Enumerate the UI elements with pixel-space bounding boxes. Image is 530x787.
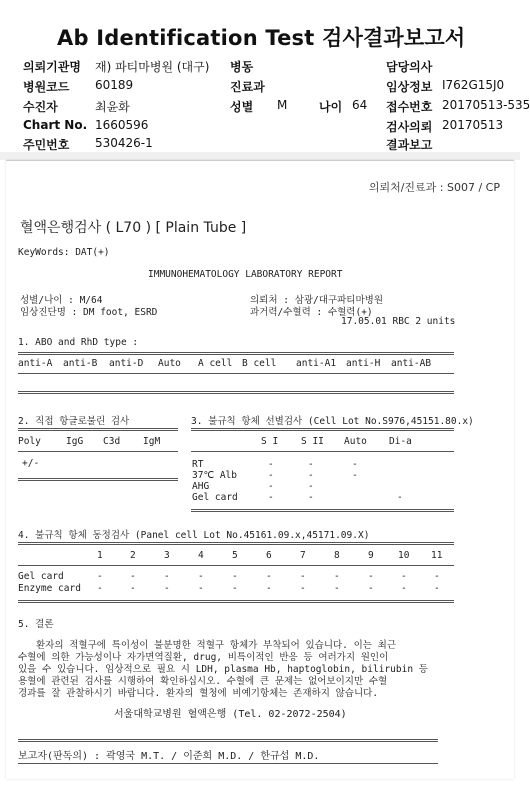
abo-col-anti-d: anti-D	[109, 358, 144, 369]
screen-cell: -	[268, 470, 274, 481]
panel-cell: -	[300, 583, 306, 594]
panel-cell: -	[164, 571, 170, 582]
patient-diagnosis: 임상진단명 : DM foot, ESRD	[20, 307, 158, 318]
section-5-title: 5. 결론	[18, 619, 54, 630]
panel-cell: -	[401, 571, 407, 582]
conclusion-line-1: 환자의 적혈구에 특이성이 불분명한 적혈구 항체가 부착되어 있습니다. 이는 최근	[36, 640, 397, 651]
panel-cell: -	[334, 571, 340, 582]
panel-cell: -	[434, 583, 440, 594]
label-chart-no: Chart No.	[23, 118, 88, 132]
screen-row-label: AHG	[192, 481, 210, 492]
value-clinical-info: I762G15J0	[442, 78, 505, 92]
screen-col-s1: S I	[261, 436, 279, 447]
value-patient-name: 최윤화	[95, 100, 130, 114]
label-requesting-institution: 의뢰기관명	[23, 60, 81, 74]
dept-line: 의뢰처/진료과 : S007 / CP	[368, 181, 500, 194]
reporter-line: 보고자(판독의) : 곽영국 M.T. / 이준희 M.D. / 한규섭 M.D.	[18, 751, 320, 762]
conclusion-line-4: 용혈에 관련된 검사를 시행하여 확인하십시오. 수혈에 큰 문제는 없어보이지만 수혈	[18, 676, 388, 687]
value-test-request-date: 20170513	[442, 118, 504, 132]
report-sheet	[6, 160, 514, 779]
screen-cell: -	[308, 459, 314, 470]
value-accession-number: 20170513-535	[442, 98, 530, 112]
panel-col-3: 3	[164, 550, 170, 561]
screen-cell: -	[352, 459, 358, 470]
panel-col-2: 2	[130, 550, 136, 561]
screen-cell: -	[268, 459, 274, 470]
panel-row-label: Gel card	[18, 571, 64, 582]
keywords: KeyWords: DAT(+)	[18, 247, 110, 258]
section-4-title: 4. 불규칙 항체 동정검사 (Panel cell Lot No.45161.09.x,45171.09.X)	[18, 530, 370, 541]
screen-col-auto: Auto	[344, 436, 367, 447]
value-chart-no: 1660596	[95, 118, 149, 132]
panel-cell: -	[434, 571, 440, 582]
value-hospital-code: 60189	[95, 78, 134, 92]
section-2-mid-rule	[18, 451, 178, 452]
panel-cell: -	[266, 571, 272, 582]
panel-col-1: 1	[97, 550, 103, 561]
section-1-bottom-rule	[18, 391, 454, 394]
section-3-bottom-rule	[191, 509, 454, 512]
dat-col-igm: IgM	[143, 436, 161, 447]
patient-transfusion-detail: 17.05.01 RBC 2 units	[341, 316, 456, 327]
panel-cell: -	[300, 571, 306, 582]
panel-col-8: 8	[334, 550, 340, 561]
section-1-top-rule	[18, 352, 454, 355]
abo-col-a-cell: A cell	[198, 358, 233, 369]
abo-col-anti-a1: anti-A1	[296, 358, 337, 369]
screen-cell: -	[308, 481, 314, 492]
section-4-bottom-rule	[18, 600, 454, 603]
patient-sex-age: 성별/나이 : M/64	[20, 295, 103, 306]
label-ward: 병동	[230, 60, 254, 74]
screen-cell: -	[308, 470, 314, 481]
panel-cell: -	[401, 583, 407, 594]
value-requesting-institution: 재) 파티마병원 (대구)	[95, 60, 210, 74]
label-attending-doctor: 담당의사	[386, 60, 433, 74]
abo-col-anti-a: anti-A	[18, 358, 53, 369]
screen-cell: -	[352, 470, 358, 481]
panel-cell: -	[198, 583, 204, 594]
panel-cell: -	[368, 571, 374, 582]
value-age: 64	[352, 98, 368, 112]
exam-title: 혈액은행검사 ( L70 ) [ Plain Tube ]	[20, 220, 247, 236]
panel-col-11: 11	[431, 550, 443, 561]
screen-row-label: 37℃ Alb	[192, 470, 237, 481]
section-4-top-rule	[18, 542, 454, 545]
patient-transfusion-history: 과거력/수혈력 : 수혈력(+)	[250, 307, 373, 318]
label-department: 진료과	[230, 80, 265, 94]
screen-cell: -	[268, 481, 274, 492]
panel-cell: -	[232, 583, 238, 594]
screen-cell: -	[397, 492, 403, 503]
reporter-bottom-rule	[18, 763, 438, 764]
dat-col-c3d: C3d	[103, 436, 121, 447]
section-1-mid-rule	[18, 373, 454, 374]
header-separator	[0, 152, 520, 160]
label-clinical-info: 임상정보	[386, 80, 433, 94]
value-resident-number: 530426-1	[95, 136, 153, 150]
panel-col-10: 10	[398, 550, 410, 561]
label-test-request: 검사의뢰	[386, 120, 433, 134]
panel-col-7: 7	[300, 550, 306, 561]
reporter-top-rule	[18, 739, 438, 742]
panel-col-5: 5	[232, 550, 238, 561]
report-title: Ab Identification Test 검사결과보고서	[57, 26, 466, 50]
label-sex: 성별	[230, 100, 254, 114]
conclusion-line-5: 경과를 잘 관찰하시기 바랍니다. 환자의 혈청에 비예기항체는 존재하지 않습니다.	[18, 688, 379, 699]
panel-cell: -	[334, 583, 340, 594]
section-3-title: 3. 불규칙 항체 선별검사 (Cell Lot No.S976,45151.80.x)	[191, 416, 474, 427]
panel-col-6: 6	[266, 550, 272, 561]
section-2-top-rule	[18, 428, 178, 431]
abo-col-auto: Auto	[158, 358, 181, 369]
value-sex: M	[277, 98, 288, 112]
panel-col-9: 9	[368, 550, 374, 561]
label-hospital-code: 병원코드	[23, 80, 70, 94]
dat-col-igg: IgG	[66, 436, 84, 447]
label-age: 나이	[319, 100, 343, 114]
label-resident-number: 주민번호	[23, 138, 70, 152]
panel-cell: -	[232, 571, 238, 582]
screen-row-label: Gel card	[192, 492, 238, 503]
section-4-mid-rule	[18, 565, 454, 566]
screen-cell: -	[308, 492, 314, 503]
patient-referrer: 의뢰처 : 삼광/대구파티마병원	[250, 295, 384, 306]
abo-col-anti-h: anti-H	[346, 358, 381, 369]
report-heading: IMMUNOHEMATOLOGY LABORATORY REPORT	[148, 269, 343, 280]
dat-value-poly: +/-	[22, 458, 40, 469]
label-accession-number: 접수번호	[386, 100, 433, 114]
screen-row-label: RT	[192, 459, 204, 470]
panel-cell: -	[97, 583, 103, 594]
abo-col-b-cell: B cell	[242, 358, 277, 369]
abo-col-anti-ab: anti-AB	[391, 358, 432, 369]
panel-row-label: Enzyme card	[18, 583, 81, 594]
dat-col-poly: Poly	[18, 436, 41, 447]
panel-cell: -	[130, 571, 136, 582]
section-3-top-rule	[191, 428, 454, 431]
panel-cell: -	[266, 583, 272, 594]
section-3-mid-rule	[191, 451, 454, 452]
label-result-report: 결과보고	[386, 138, 433, 152]
hospital-line: 서울대학교병원 혈액은행 (Tel. 02-2072-2504)	[114, 709, 347, 720]
label-patient: 수진자	[23, 100, 58, 114]
conclusion-line-2: 수혈에 의한 가능성이나 자가면역질환, drug, 비특이적인 반응 등 여러가지 원인이	[18, 652, 389, 663]
abo-col-anti-b: anti-B	[63, 358, 98, 369]
section-2-title: 2. 직접 항글로불린 검사	[18, 416, 130, 427]
panel-cell: -	[198, 571, 204, 582]
section-1-title: 1. ABO and RhD type :	[18, 337, 139, 348]
panel-cell: -	[164, 583, 170, 594]
section-2-bottom-rule	[18, 478, 178, 481]
screen-col-di-a: Di-a	[389, 436, 412, 447]
panel-cell: -	[97, 571, 103, 582]
screen-cell: -	[268, 492, 274, 503]
conclusion-line-3: 있을 수 있습니다. 임상적으로 필요 시 LDH, plasma Hb, haptoglobin, bilirubin 등	[18, 664, 428, 675]
screen-col-s2: S II	[301, 436, 324, 447]
panel-col-4: 4	[198, 550, 204, 561]
panel-cell: -	[368, 583, 374, 594]
panel-cell: -	[130, 583, 136, 594]
